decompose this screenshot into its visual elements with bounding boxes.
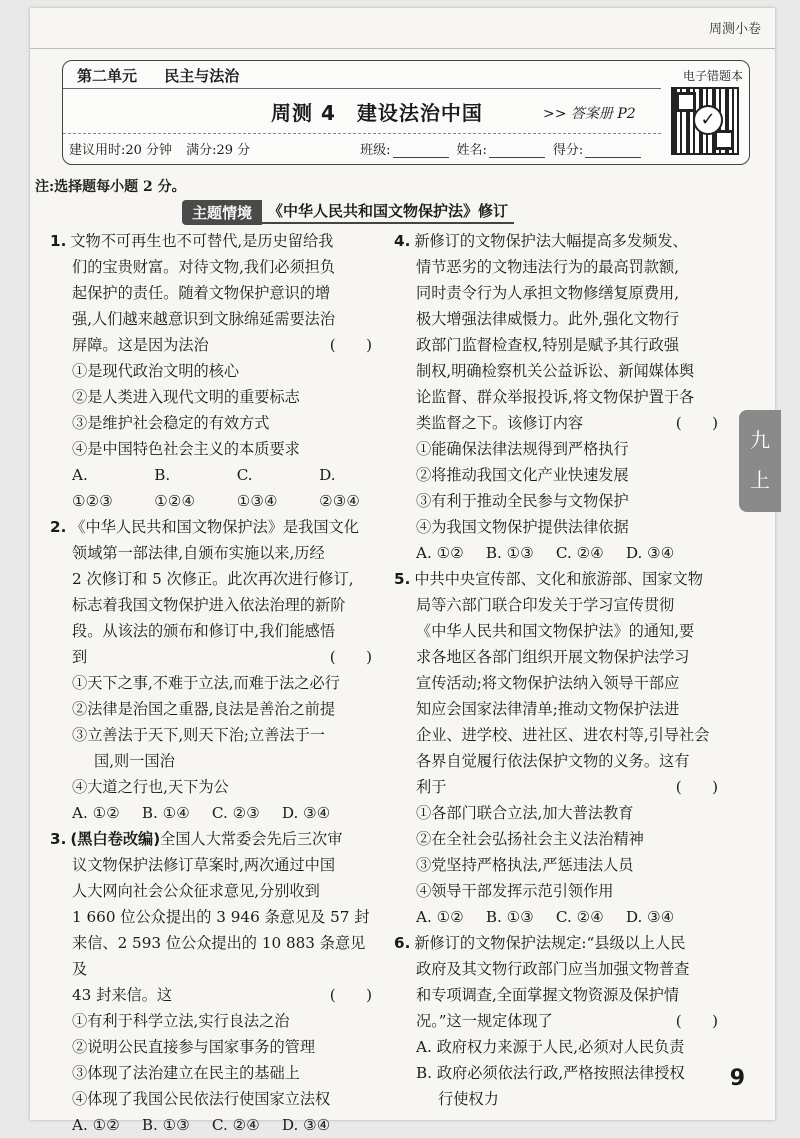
stem-text: 43 封来信。这 <box>72 986 173 1004</box>
unit-row <box>77 65 261 86</box>
answer-choices <box>394 904 726 930</box>
statement-item: ③党坚持严格执法,严惩违法人员 <box>416 856 634 874</box>
statement-item: ②是人类进入现代文明的重要标志 <box>72 388 300 406</box>
time-suggestion: 建议用时:20 分钟 <box>69 143 173 158</box>
check-icon: ✓ <box>693 105 723 135</box>
question-stem-line <box>50 618 380 644</box>
grade-label: 得分: <box>552 143 584 158</box>
question-stem-line <box>394 306 726 332</box>
statement-item: ④为我国文物保护提供法律依据 <box>416 518 629 536</box>
question-stem-line <box>50 540 380 566</box>
stem-text: 极大增强法律威慑力。此外,强化文物行 <box>416 310 680 328</box>
stem-text: 起保护的责任。随着文物保护意识的增 <box>72 284 331 302</box>
answer-option[interactable]: A. ①② <box>72 804 120 822</box>
question-stem-line <box>50 592 380 618</box>
question-stem-line <box>394 384 726 410</box>
statement-item: ①各部门联合立法,加大普法教育 <box>416 804 634 822</box>
statement-item: A. 政府权力来源于人民,必须对人民负责 <box>416 1038 685 1056</box>
question-stem-line <box>50 254 380 280</box>
question-number: 3. <box>50 830 67 848</box>
question-number: 1. <box>50 232 67 250</box>
stem-text: 政府及其文物行政部门应当加强文物普查 <box>416 960 690 978</box>
qr-label: 电子错题本 <box>682 69 743 83</box>
corner-label: 周测小卷 <box>708 22 761 37</box>
header-box <box>62 60 750 165</box>
name-field[interactable] <box>489 139 545 158</box>
question-stem-line <box>50 566 380 592</box>
answer-reference: >> 答案册 P2 <box>543 106 636 122</box>
note-text: 注:选择题每小题 2 分。 <box>35 179 186 195</box>
statement-item: ④是中国特色社会主义的本质要求 <box>72 440 300 458</box>
stem-text: 情节恶劣的文物违法行为的最高罚款额, <box>416 258 680 276</box>
stem-text: 强,人们越来越意识到文脉绵延需要法治 <box>72 310 336 328</box>
statement-item: ②在全社会弘扬社会主义法治精神 <box>416 830 644 848</box>
question-stem-line <box>50 280 380 306</box>
page-number: 9 <box>729 1066 745 1091</box>
answer-option[interactable]: C. ②④ <box>555 908 604 926</box>
stem-text: 议文物保护法修订草案时,两次通过中国 <box>72 856 336 874</box>
stem-text: 企业、进学校、进社区、进农村等,引导社会 <box>416 726 710 744</box>
question-stem-line <box>394 280 726 306</box>
question-stem-line <box>50 904 380 930</box>
stem-text: 屏障。这是因为法治 <box>72 336 209 354</box>
statement-item: ④领导干部发挥示范引领作用 <box>416 882 614 900</box>
stem-text: 新修订的文物保护法规定:“县级以上人民 <box>414 934 686 952</box>
stem-text: 况。”这一规定体现了 <box>416 1012 553 1030</box>
stem-text: 局等六部门联合印发关于学习宣传贯彻 <box>416 596 675 614</box>
question-stem-line <box>50 826 380 852</box>
stem-text: 文物不可再生也不可替代,是历史留给我 <box>70 232 334 250</box>
statement-item: ③有利于推动全民参与文物保护 <box>416 492 629 510</box>
stem-text: 《中华人民共和国文物保护法》是我国文化 <box>70 518 359 536</box>
stem-text: 求各地区各部门组织开展文物保护法学习 <box>416 648 690 666</box>
side-tab-char: 九 <box>750 428 770 452</box>
question-stem-line <box>394 670 726 696</box>
question-stem-line <box>394 1008 726 1034</box>
meta-divider <box>63 133 661 134</box>
answer-bracket[interactable]: ( ) <box>329 986 372 1004</box>
stem-text: 论监督、群众举报投诉,将文物保护置于各 <box>416 388 695 406</box>
stem-text: 们的宝贵财富。对待文物,我们必须担负 <box>72 258 336 276</box>
question-stem-line <box>50 228 380 254</box>
question <box>394 930 726 1112</box>
answer-option[interactable]: B. ①③ <box>485 908 534 926</box>
question-stem-line <box>394 930 726 956</box>
question-stem-line <box>50 930 380 982</box>
question-number: 5. <box>394 570 411 588</box>
stem-text: 政部门监督检查权,特别是赋予其行政强 <box>416 336 680 354</box>
question <box>394 566 726 930</box>
answer-option[interactable]: D. ③④ <box>625 544 675 562</box>
name-label: 姓名: <box>456 143 487 158</box>
unit-divider <box>63 88 661 89</box>
answer-choices <box>50 1112 380 1138</box>
stem-text: 制权,明确检察机关公益诉讼、新闻媒体舆 <box>416 362 695 380</box>
statement-item: ①有利于科学立法,实行良法之治 <box>72 1012 290 1030</box>
stem-text: 各界自觉履行依法保护文物的义务。这有 <box>416 752 690 770</box>
answer-bracket[interactable]: ( ) <box>675 778 718 796</box>
answer-bracket[interactable]: ( ) <box>329 648 372 666</box>
stem-text: 中共中央宣传部、文化和旅游部、国家文物 <box>414 570 703 588</box>
statement-item: ①是现代政治文明的核心 <box>72 362 240 380</box>
question-stem-line <box>394 410 726 436</box>
stem-text: 类监督之下。该修订内容 <box>416 414 584 432</box>
statement-item: 国,则一国治 <box>94 752 175 770</box>
question-stem-line <box>50 514 380 540</box>
question-stem-line <box>394 228 726 254</box>
answer-choices <box>394 540 726 566</box>
meta-row <box>69 139 659 158</box>
stem-text: 领域第一部法律,自颁布实施以来,历经 <box>72 544 325 562</box>
question-stem-line <box>394 618 726 644</box>
statement-item: ②法律是治国之重器,良法是善治之前提 <box>72 700 336 718</box>
statement-item: ③体现了法治建立在民主的基础上 <box>72 1064 300 1082</box>
answer-option[interactable]: A. ①② <box>416 544 464 562</box>
question-number: 6. <box>394 934 411 952</box>
answer-option[interactable]: B. ①②④ <box>154 466 196 510</box>
stem-text: 和专项调查,全面掌握文物资源及保护情 <box>416 986 680 1004</box>
answer-option[interactable]: C. ①③④ <box>236 466 278 510</box>
statement-item: ①能确保法律法规得到严格执行 <box>416 440 629 458</box>
stem-text: 人大网向社会公众征求意见,分别收到 <box>72 882 320 900</box>
source-badge: (黑白卷改编) <box>70 830 161 848</box>
stem-text: 知应会国家法律清单;推动文物保护法进 <box>416 700 680 718</box>
top-divider <box>30 48 775 49</box>
class-label: 班级: <box>360 143 391 158</box>
question-stem-line <box>394 358 726 384</box>
answer-option[interactable]: D. ②③④ <box>319 466 360 510</box>
question-stem-line <box>394 566 726 592</box>
side-tab-char: 上 <box>750 468 770 492</box>
answer-option[interactable]: A. ①② <box>416 908 464 926</box>
stem-text: 到 <box>72 648 88 666</box>
statement-item: 行使权力 <box>438 1090 499 1108</box>
question-stem-line <box>50 878 380 904</box>
question-stem-line <box>50 644 380 670</box>
stem-text: 同时责令行为人承担文物修缮复原费用, <box>416 284 680 302</box>
answer-option[interactable]: C. ②③ <box>211 804 260 822</box>
question <box>50 228 380 514</box>
left-column <box>50 228 380 1138</box>
question <box>394 228 726 566</box>
page <box>30 8 775 1134</box>
answer-option[interactable]: C. ②④ <box>211 1116 260 1134</box>
theme-title: 《中华人民共和国文物保护法》修订 <box>262 200 514 224</box>
stem-text: 《中华人民共和国文物保护法》的通知,要 <box>416 622 695 640</box>
question-number: 4. <box>394 232 411 250</box>
answer-option[interactable]: A. ①②③ <box>72 466 113 510</box>
answer-option[interactable]: B. ①③ <box>141 1116 190 1134</box>
stem-text: 利于 <box>416 778 447 796</box>
answer-bracket[interactable]: ( ) <box>675 414 718 432</box>
answer-bracket[interactable]: ( ) <box>329 336 372 354</box>
statement-item: ③立善法于天下,则天下治;立善法于一 <box>72 726 325 744</box>
statement-item: B. 政府必须依法行政,严格按照法律授权 <box>416 1064 685 1082</box>
question-stem-line <box>394 254 726 280</box>
answer-choices <box>50 800 380 826</box>
answer-option[interactable]: B. ①③ <box>485 544 534 562</box>
question-stem-line <box>50 306 380 332</box>
answer-option[interactable]: A. ①② <box>72 1116 120 1134</box>
question-stem-line <box>394 332 726 358</box>
answer-option[interactable]: C. ②④ <box>555 544 604 562</box>
question-stem-line <box>50 852 380 878</box>
answer-option[interactable]: D. ③④ <box>625 908 675 926</box>
stem-text: 段。从该法的颁布和修订中,我们能感悟 <box>72 622 336 640</box>
stem-text: 来信、2 593 位公众提出的 10 883 条意见及 <box>72 934 366 978</box>
grade-field[interactable] <box>585 139 641 158</box>
statement-item: ④大道之行也,天下为公 <box>72 778 229 796</box>
question-stem-line <box>394 644 726 670</box>
note <box>35 176 186 196</box>
question-stem-line <box>50 332 380 358</box>
stem-text: 1 660 位公众提出的 3 946 条意见及 57 封 <box>72 908 370 926</box>
answer-option[interactable]: D. ③④ <box>281 804 331 822</box>
right-column <box>394 228 726 1112</box>
statement-item: ①天下之事,不难于立法,而难于法之必行 <box>72 674 340 692</box>
grade-side-tab <box>739 410 781 512</box>
question-stem-line <box>394 956 726 982</box>
full-score: 满分:29 分 <box>186 143 251 158</box>
statement-item: ②将推动我国文化产业快速发展 <box>416 466 629 484</box>
page-title: 周测 4 建设法治中国 <box>271 101 483 125</box>
question-stem-line <box>394 696 726 722</box>
question-stem-line <box>394 774 726 800</box>
stem-text: 宣传活动;将文物保护法纳入领导干部应 <box>416 674 680 692</box>
theme-tag: 主题情境 <box>182 200 262 225</box>
unit-title: 民主与法治 <box>164 67 240 85</box>
question-stem-line <box>394 722 726 748</box>
theme-bar <box>182 200 514 224</box>
question-stem-line <box>394 592 726 618</box>
question <box>50 514 380 826</box>
class-field[interactable] <box>393 139 449 158</box>
question-stem-line <box>50 982 380 1008</box>
answer-choices <box>50 462 380 514</box>
stem-text: 全国人大常委会先后三次审 <box>160 830 343 848</box>
stem-text: 2 次修订和 5 次修正。此次再次进行修订, <box>72 570 354 588</box>
question-stem-line <box>394 748 726 774</box>
stem-text: 新修订的文物保护法大幅提高多发频发、 <box>414 232 688 250</box>
answer-bracket[interactable]: ( ) <box>675 1012 718 1030</box>
statement-item: ④体现了我国公民依法行使国家立法权 <box>72 1090 331 1108</box>
statement-item: ②说明公民直接参与国家事务的管理 <box>72 1038 315 1056</box>
statement-item: ③是维护社会稳定的有效方式 <box>72 414 270 432</box>
unit-label: 第二单元 <box>77 67 138 85</box>
stem-text: 标志着我国文物保护进入依法治理的新阶 <box>72 596 346 614</box>
question-stem-line <box>394 982 726 1008</box>
answer-option[interactable]: B. ①④ <box>141 804 190 822</box>
answer-option[interactable]: D. ③④ <box>281 1116 331 1134</box>
question-number: 2. <box>50 518 67 536</box>
question <box>50 826 380 1138</box>
